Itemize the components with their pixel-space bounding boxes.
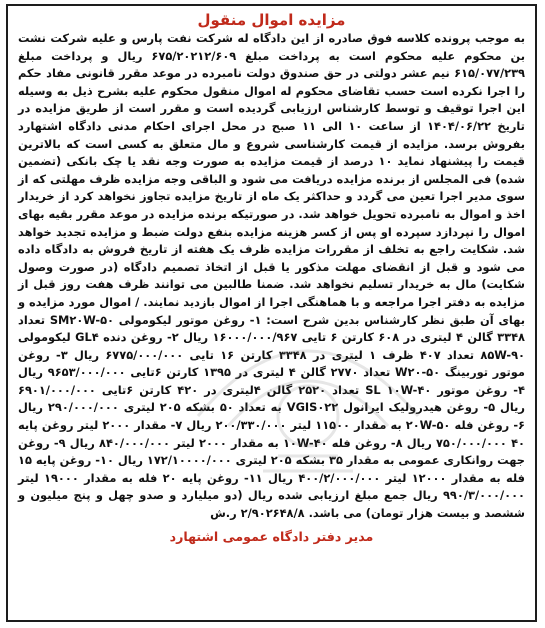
auction-notice	[6, 4, 537, 622]
notice-title: مزایده اموال منقول	[197, 11, 346, 29]
notice-signature: مدیر دفتر دادگاه عمومی اشتهارد	[169, 528, 374, 544]
notice-body-text: به موجب پرونده کلاسه فوق صادره از این دادگاه له شرکت نفت پارس و علیه شرکت نشت بن محکوم علیه محکوم است به پرداخت مبلغ ۶۷۵/۲۰۲۱۲/۶۰۹ ریال و پرداخت مبلغ ۶۱۵/۰۷۷/۲۳۹ نیم عشر دولتی در حق صندوق دولت نامبرده در موعد مقرر قانونی مفاد حکم را اجرا نکرده است حسب تقاضای محکوم له اموال منقول محکوم علیه بشرح ذیل به وسیله این اجرا توقیف و توسط کارشناس ارزیابی گردیده است و مقرر است از طریق مزایده در تاریخ ۱۴۰۴/۰۶/۲۲ از ساعت ۱۰ الی ۱۱ صبح در محل اجرای احکام مدنی دادگاه اشتهارد بفروش برسد. مزایده از قیمت کارشناسی شروع و مال متعلق به کسی است که بالاترین قیمت را پیشنهاد نماید ۱۰ درصد از قیمت مزایده به صورت وجه نقد یا چک بانکی (تضمین شده) فی المجلس از برنده مزایده دریافت می شود و الباقی وجه مزایده ظرف مهلتی که از سوی مدیر اجرا تعین می گردد و حداکثر یک ماه از تاریخ مزایده تجاوز نخواهد کرد از خریدار اخذ و اموال به نامبرده تحویل خواهد شد. در صورتیکه برنده مزایده در موعد مقرر بقیه بهای اموال را نپردازد سپرده او پس از کسر هزینه مزایده بنفع دولت ضبط و مزایده تجدید خواهد شد. شکایت راجع به تخلف از مقررات مزایده ظرف یک هفته از تاریخ فروش به دادگاه داده می شود و قبل از انقضای مهلت مذکور یا قبل از اتخاذ تصمیم دادگاه (در صورت وصول شکایت) مال به خریدار تسلیم نخواهد شد. ضمنا طالبین می توانند ظرف هفت روز قبل از مزایده به دفتر اجرا مراجعه و با هماهنگی اجرا از اموال بازدید نمایند. / اموال مورد مزایده و بهای آن طبق نظر کارشناس بدین شرح است: ۱- روغن موتور لیکومولی SM۲۰W-۵۰ تعداد ۳۳۴۸ گالن ۴ لیتری در ۶۰۸ کارتن ۶ تایی ۱۶۰۰۰/۰۰۰/۹۶۷ ریال ۲- روغن دنده GL۴ لیکومولی ۸۵W-۹۰ تعداد ۴۰۷ ظرف ۱ لیتری در ۳۳۴۸ کارتن ۱۶ تایی ۶۷۷۵/۰۰۰/۰۰۰ ریال ۳- روغن موتور توربینگ W۲۰-۵۰ تعداد ۲۷۷۰ گالن ۴ لیتری در ۱۳۹۵ کارتن ۶تایی ۹۶۵۳/۰۰۰/۰۰۰ ریال ۴- روغن موتور SL ۱۰W-۴۰ تعداد ۲۵۲۰ گالن ۴لیتری در ۴۲۰ کارتن ۶تایی ۶۹۰۱/۰۰۰/۰۰۰ ریال ۵- روغن هیدرولیک ایرانول VGIS۰۲۲ به تعداد ۵۰ بشکه ۲۰۵ لیتری ۲۹۰/۰۰۰/۰۰۰ ریال ۶- روغن فله ۲۰W-۵۰ به مقدار ۱۱۵۰۰ لیتر ۲۰۰/۳۳۰/۰۰۰ ریال ۷- مقدار ۲۰۰۰ لیتر روغن پایه ۴۰ ۷۵۰/۰۰۰/۰۰۰ ریال ۸- روغن فله ۱۰W-۴۰ به مقدار ۲۰۰۰ لیتر ۸۴۰/۰۰۰/۰۰۰ ریال ۹- روغن جهت روانکاری عمومی به مقدار ۳۵ بشکه ۲۰۵ لیتری ۱۷۲/۱۰۰۰۰/۰۰۰ ریال ۱۰- روغن پایه ۱۵ فله به مقدار ۱۲۰۰۰ لیتر ۴۰۰/۲/۰۰۰/۰۰۰ ریال ۱۱- روغن پایه ۲۰ فله به مقدار ۱۹۰۰۰ لیتر ۹۹۰/۳/۰۰۰/۰۰۰ ریال جمع مبلغ ارزیابی شده ریال (دو میلیارد و صدو چهل و پنج میلیون و ششصد و بیست هزار تومان) می باشد. ۲/۹۰۲۶۴۸/۸ ر.ش	[18, 31, 526, 521]
